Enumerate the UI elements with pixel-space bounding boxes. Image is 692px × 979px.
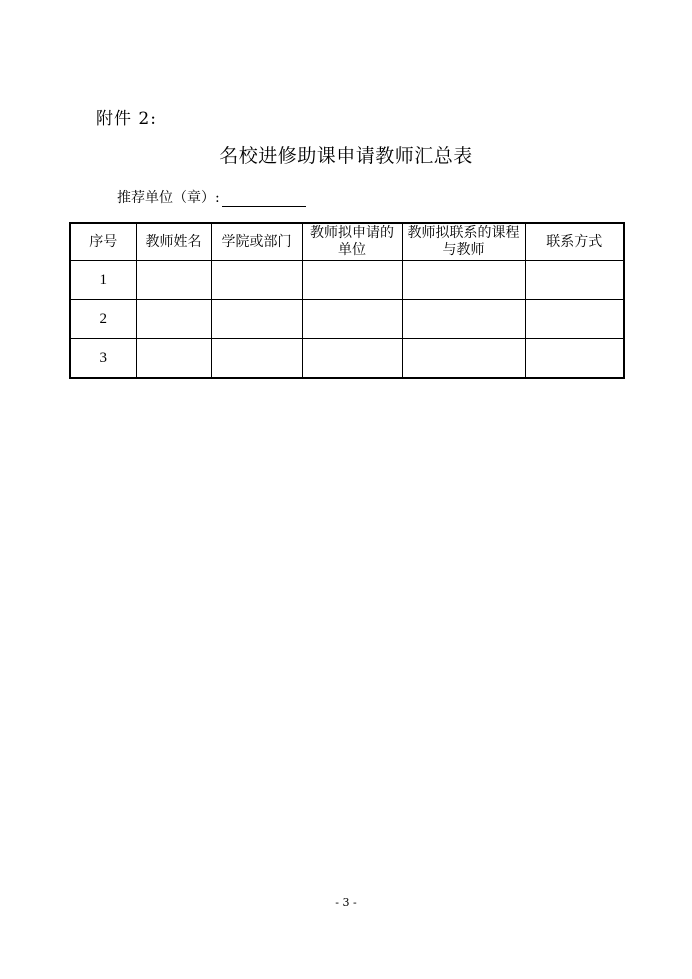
cell-college-department [211, 300, 302, 339]
cell-contact [525, 261, 624, 300]
attachment-label: 附件 2: [96, 109, 157, 129]
cell-course-teacher [402, 339, 525, 379]
header-contact: 联系方式 [525, 223, 624, 261]
row-seq: 2 [70, 300, 136, 339]
cell-contact [525, 300, 624, 339]
cell-target-unit [302, 261, 402, 300]
summary-table [69, 222, 625, 379]
cell-teacher-name [136, 339, 211, 379]
table-header-row [70, 223, 624, 261]
recommend-unit [117, 187, 306, 207]
header-college-department: 学院或部门 [211, 223, 302, 261]
cell-contact [525, 339, 624, 379]
table-row [70, 261, 624, 300]
cell-college-department [211, 261, 302, 300]
cell-course-teacher [402, 261, 525, 300]
row-seq: 3 [70, 339, 136, 379]
page-number: - 3 - [335, 896, 357, 909]
cell-teacher-name [136, 261, 211, 300]
recommend-unit-blank-line [222, 192, 306, 207]
recommend-unit-label: 推荐单位（章）: [117, 190, 220, 206]
cell-course-teacher [402, 300, 525, 339]
header-target-unit: 教师拟申请的单位 [302, 223, 402, 261]
cell-teacher-name [136, 300, 211, 339]
header-teacher-name: 教师姓名 [136, 223, 211, 261]
page-title: 名校进修助课申请教师汇总表 [219, 145, 473, 167]
cell-college-department [211, 339, 302, 379]
table-row [70, 339, 624, 379]
table-row [70, 300, 624, 339]
cell-target-unit [302, 339, 402, 379]
header-course-teacher: 教师拟联系的课程与教师 [402, 223, 525, 261]
row-seq: 1 [70, 261, 136, 300]
header-seq: 序号 [70, 223, 136, 261]
cell-target-unit [302, 300, 402, 339]
